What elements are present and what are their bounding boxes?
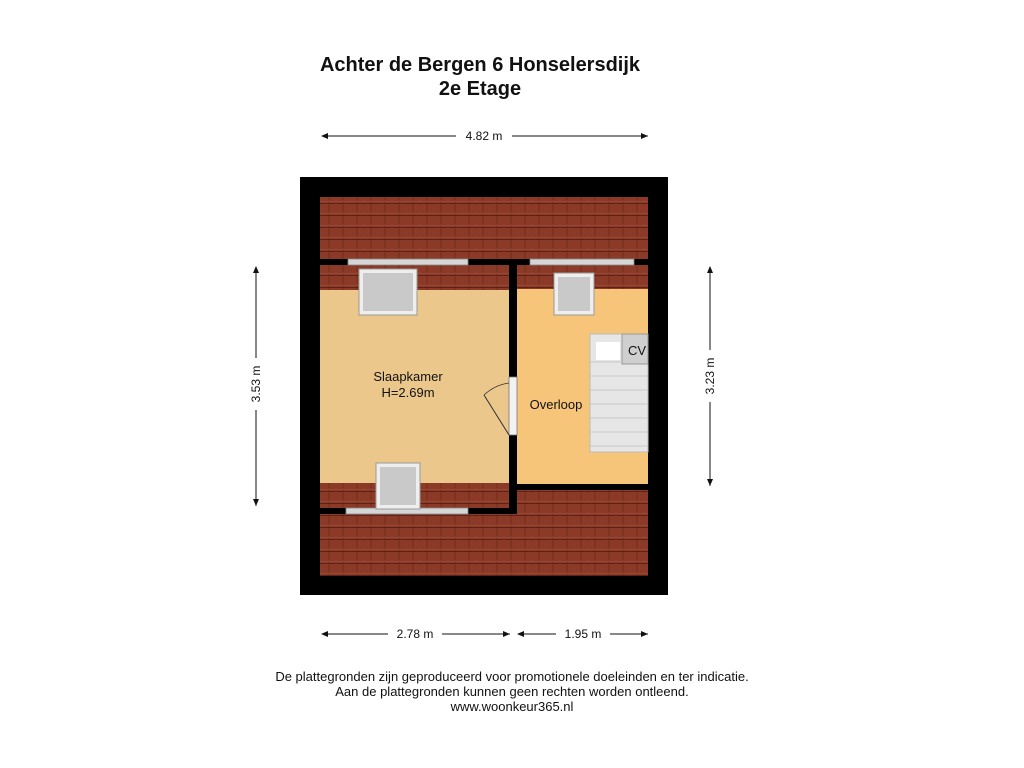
floor-subtitle: 2e Etage — [438, 78, 522, 100]
disclaimer-line-2: Aan de plattegronden kunnen geen rechten worden ontleend. — [335, 684, 689, 699]
landing-name: Overloop — [529, 397, 583, 412]
skylight-landing — [554, 273, 594, 315]
website-link[interactable]: www.woonkeur365.nl — [450, 699, 574, 714]
dimension-top — [322, 129, 648, 143]
dimension-left-label: 3.53 m — [249, 365, 263, 403]
roof-tiles-bottom — [320, 514, 648, 576]
roof-tiles-top — [320, 197, 648, 259]
window-top-right — [530, 259, 634, 265]
bedroom-name: Slaapkamer — [373, 369, 443, 384]
plan-title: Achter de Bergen 6 Honselersdijk — [319, 54, 641, 76]
skylight-bedroom-top — [359, 269, 417, 315]
landing-lower-wall — [517, 484, 648, 490]
disclaimer-line-1: De plattegronden zijn geproduceerd voor promotionele doeleinden en ter indicatie. — [275, 669, 749, 684]
dimension-bottom-left-label: 2.78 m — [396, 627, 434, 641]
dimension-top-label: 4.82 m — [465, 129, 503, 143]
skylight-bedroom-bottom — [376, 463, 420, 509]
dimension-left — [249, 267, 263, 506]
window-top-left — [348, 259, 468, 265]
dimension-bottom-right-label: 1.95 m — [564, 627, 602, 641]
dimension-right-label: 3.23 m — [703, 357, 717, 395]
bedroom-height: H=2.69m — [381, 385, 435, 400]
dimension-right — [703, 267, 717, 486]
cv-label: CV — [627, 343, 647, 358]
dimension-bottom-left — [322, 627, 510, 641]
roof-tiles-right-bottom — [517, 490, 648, 516]
dimension-bottom-right — [518, 627, 648, 641]
